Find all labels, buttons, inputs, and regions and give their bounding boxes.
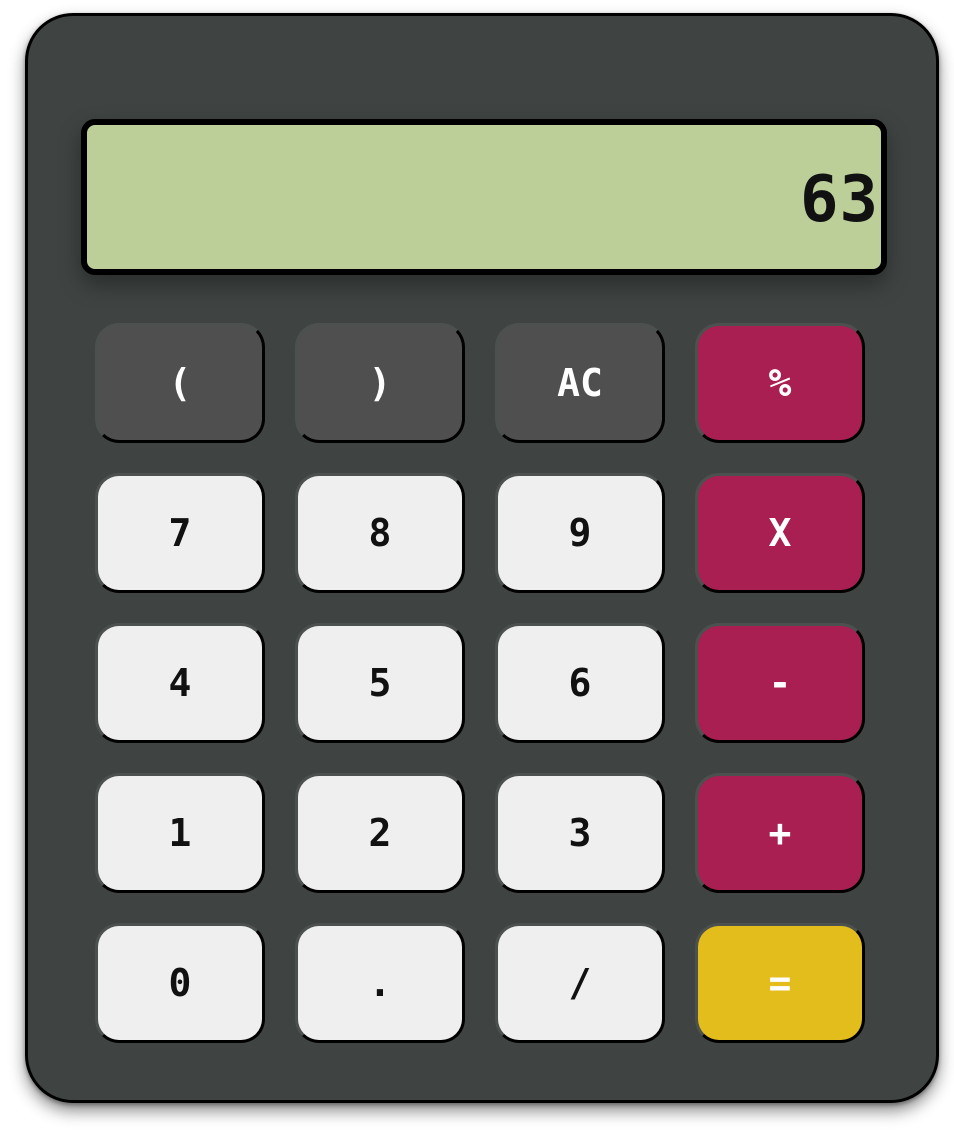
divide-button[interactable]: / xyxy=(495,923,665,1043)
digit-0-button[interactable]: 0 xyxy=(95,923,265,1043)
digit-4-button[interactable]: 4 xyxy=(95,623,265,743)
digit-5-button[interactable]: 5 xyxy=(295,623,465,743)
close-paren-button[interactable]: ) xyxy=(295,323,465,443)
calculator-body xyxy=(25,13,939,1103)
digit-6-button[interactable]: 6 xyxy=(495,623,665,743)
all-clear-button[interactable]: AC xyxy=(495,323,665,443)
subtract-button[interactable]: - xyxy=(695,623,865,743)
percent-button[interactable]: % xyxy=(695,323,865,443)
digit-3-button[interactable]: 3 xyxy=(495,773,665,893)
add-button[interactable]: + xyxy=(695,773,865,893)
open-paren-button[interactable]: ( xyxy=(95,323,265,443)
digit-8-button[interactable]: 8 xyxy=(295,473,465,593)
digit-2-button[interactable]: 2 xyxy=(295,773,465,893)
decimal-point-button[interactable]: . xyxy=(295,923,465,1043)
equals-button[interactable]: = xyxy=(695,923,865,1043)
digit-9-button[interactable]: 9 xyxy=(495,473,665,593)
calculator-display xyxy=(81,119,887,275)
digit-7-button[interactable]: 7 xyxy=(95,473,265,593)
multiply-button[interactable]: X xyxy=(695,473,865,593)
digit-1-button[interactable]: 1 xyxy=(95,773,265,893)
display-value: 63 xyxy=(799,163,879,237)
